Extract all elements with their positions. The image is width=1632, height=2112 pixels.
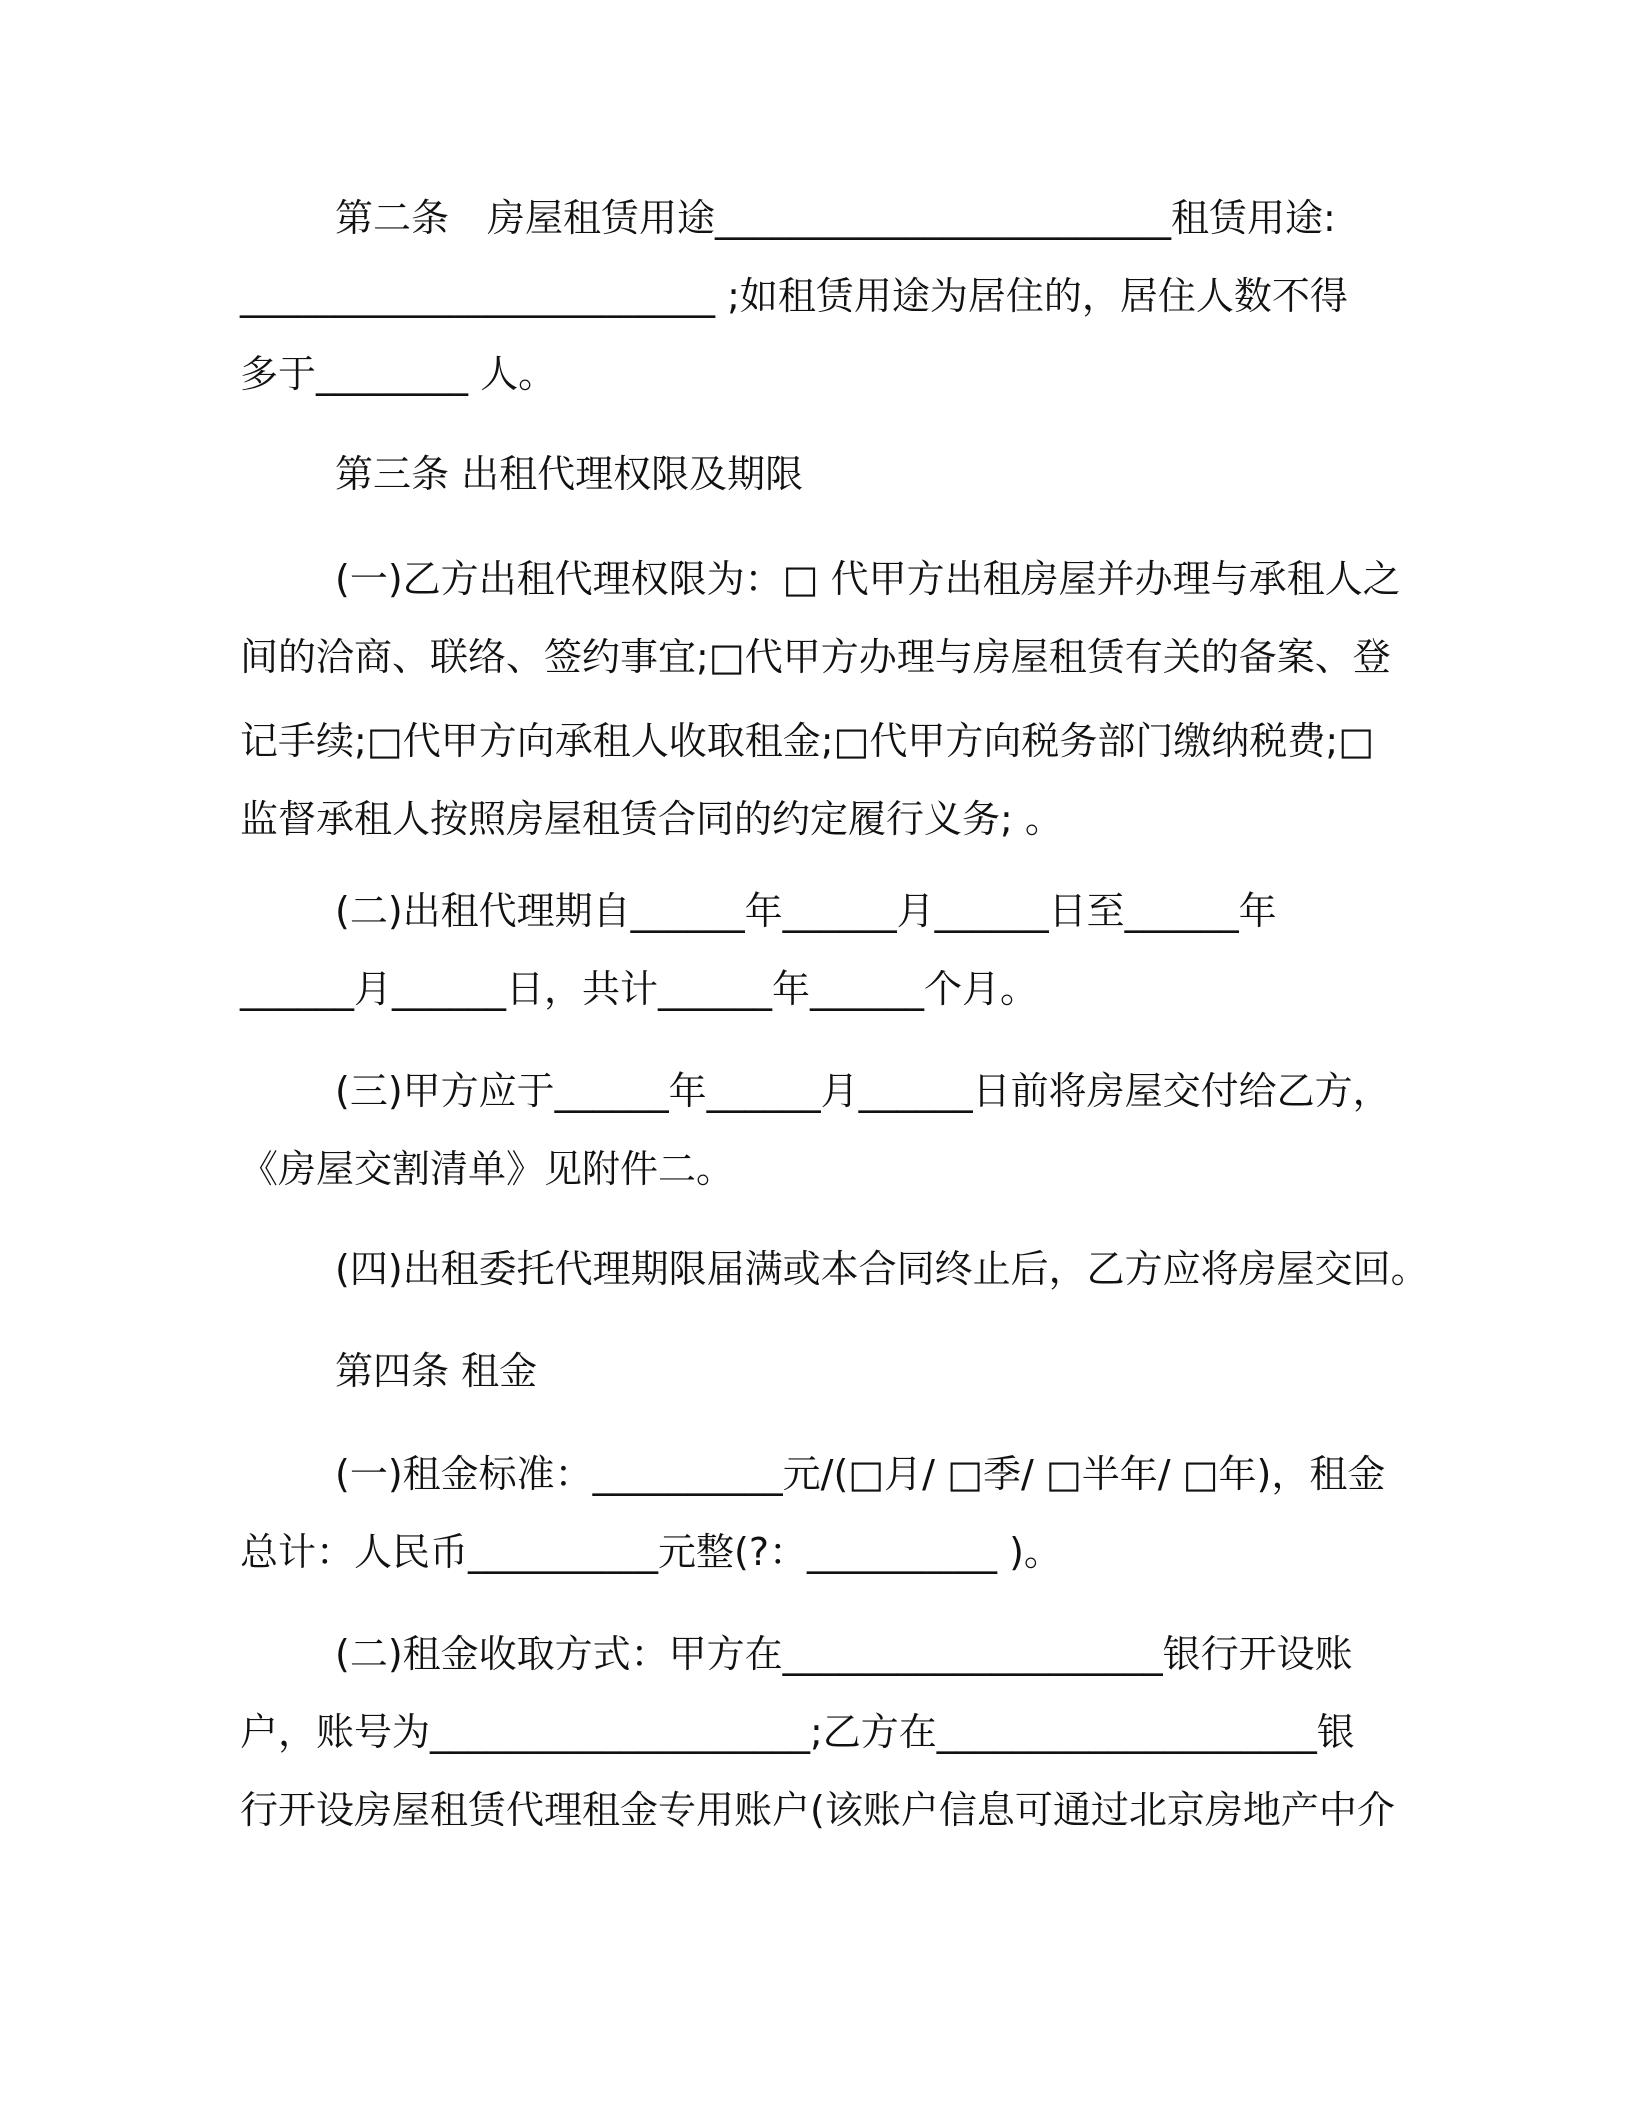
- clause-line: (四)出租委托代理期限届满或本合同终止后，乙方应将房屋交回。: [335, 1247, 1429, 1291]
- clause-line: (三)甲方应于______年______月______日前将房屋交付给乙方，: [335, 1069, 1391, 1113]
- body-line: 记手续;□代甲方向承租人收取租金;□代甲方向税务部门缴纳税费;□: [240, 719, 1375, 763]
- body-line: 间的洽商、联络、签约事宜;□代甲方办理与房屋租赁有关的备案、登: [240, 635, 1391, 679]
- article-3-heading: 第三条 出租代理权限及期限: [335, 452, 804, 496]
- article-2-heading-line: 第二条 房屋租赁用途________________________租赁用途:: [335, 196, 1336, 240]
- body-line: 多于________ 人。: [240, 352, 557, 396]
- body-line: 监督承租人按照房屋租赁合同的约定履行义务; 。: [240, 797, 1063, 841]
- body-line: 行开设房屋租赁代理租金专用账户(该账户信息可通过北京房地产中介: [240, 1788, 1395, 1832]
- body-line: ______月______日，共计______年______个月。: [240, 967, 1039, 1011]
- body-line: 《房屋交割清单》见附件二。: [240, 1147, 735, 1191]
- clause-line: (二)租金收取方式：甲方在____________________银行开设账: [335, 1632, 1353, 1676]
- clause-line: (一)乙方出租代理权限为：□ 代甲方出租房屋并办理与承租人之: [335, 557, 1401, 601]
- body-line: 户，账号为____________________;乙方在____________________银: [240, 1710, 1355, 1754]
- body-line: _________________________ ;如租赁用途为居住的，居住人数不得: [240, 274, 1348, 318]
- clause-line: (一)租金标准：__________元/(□月/ □季/ □半年/ □年)，租金: [335, 1452, 1386, 1496]
- body-line: 总计：人民币__________元整(?：__________ )。: [240, 1530, 1062, 1574]
- clause-line: (二)出租代理期自______年______月______日至______年: [335, 889, 1277, 933]
- article-4-heading: 第四条 租金: [335, 1349, 538, 1393]
